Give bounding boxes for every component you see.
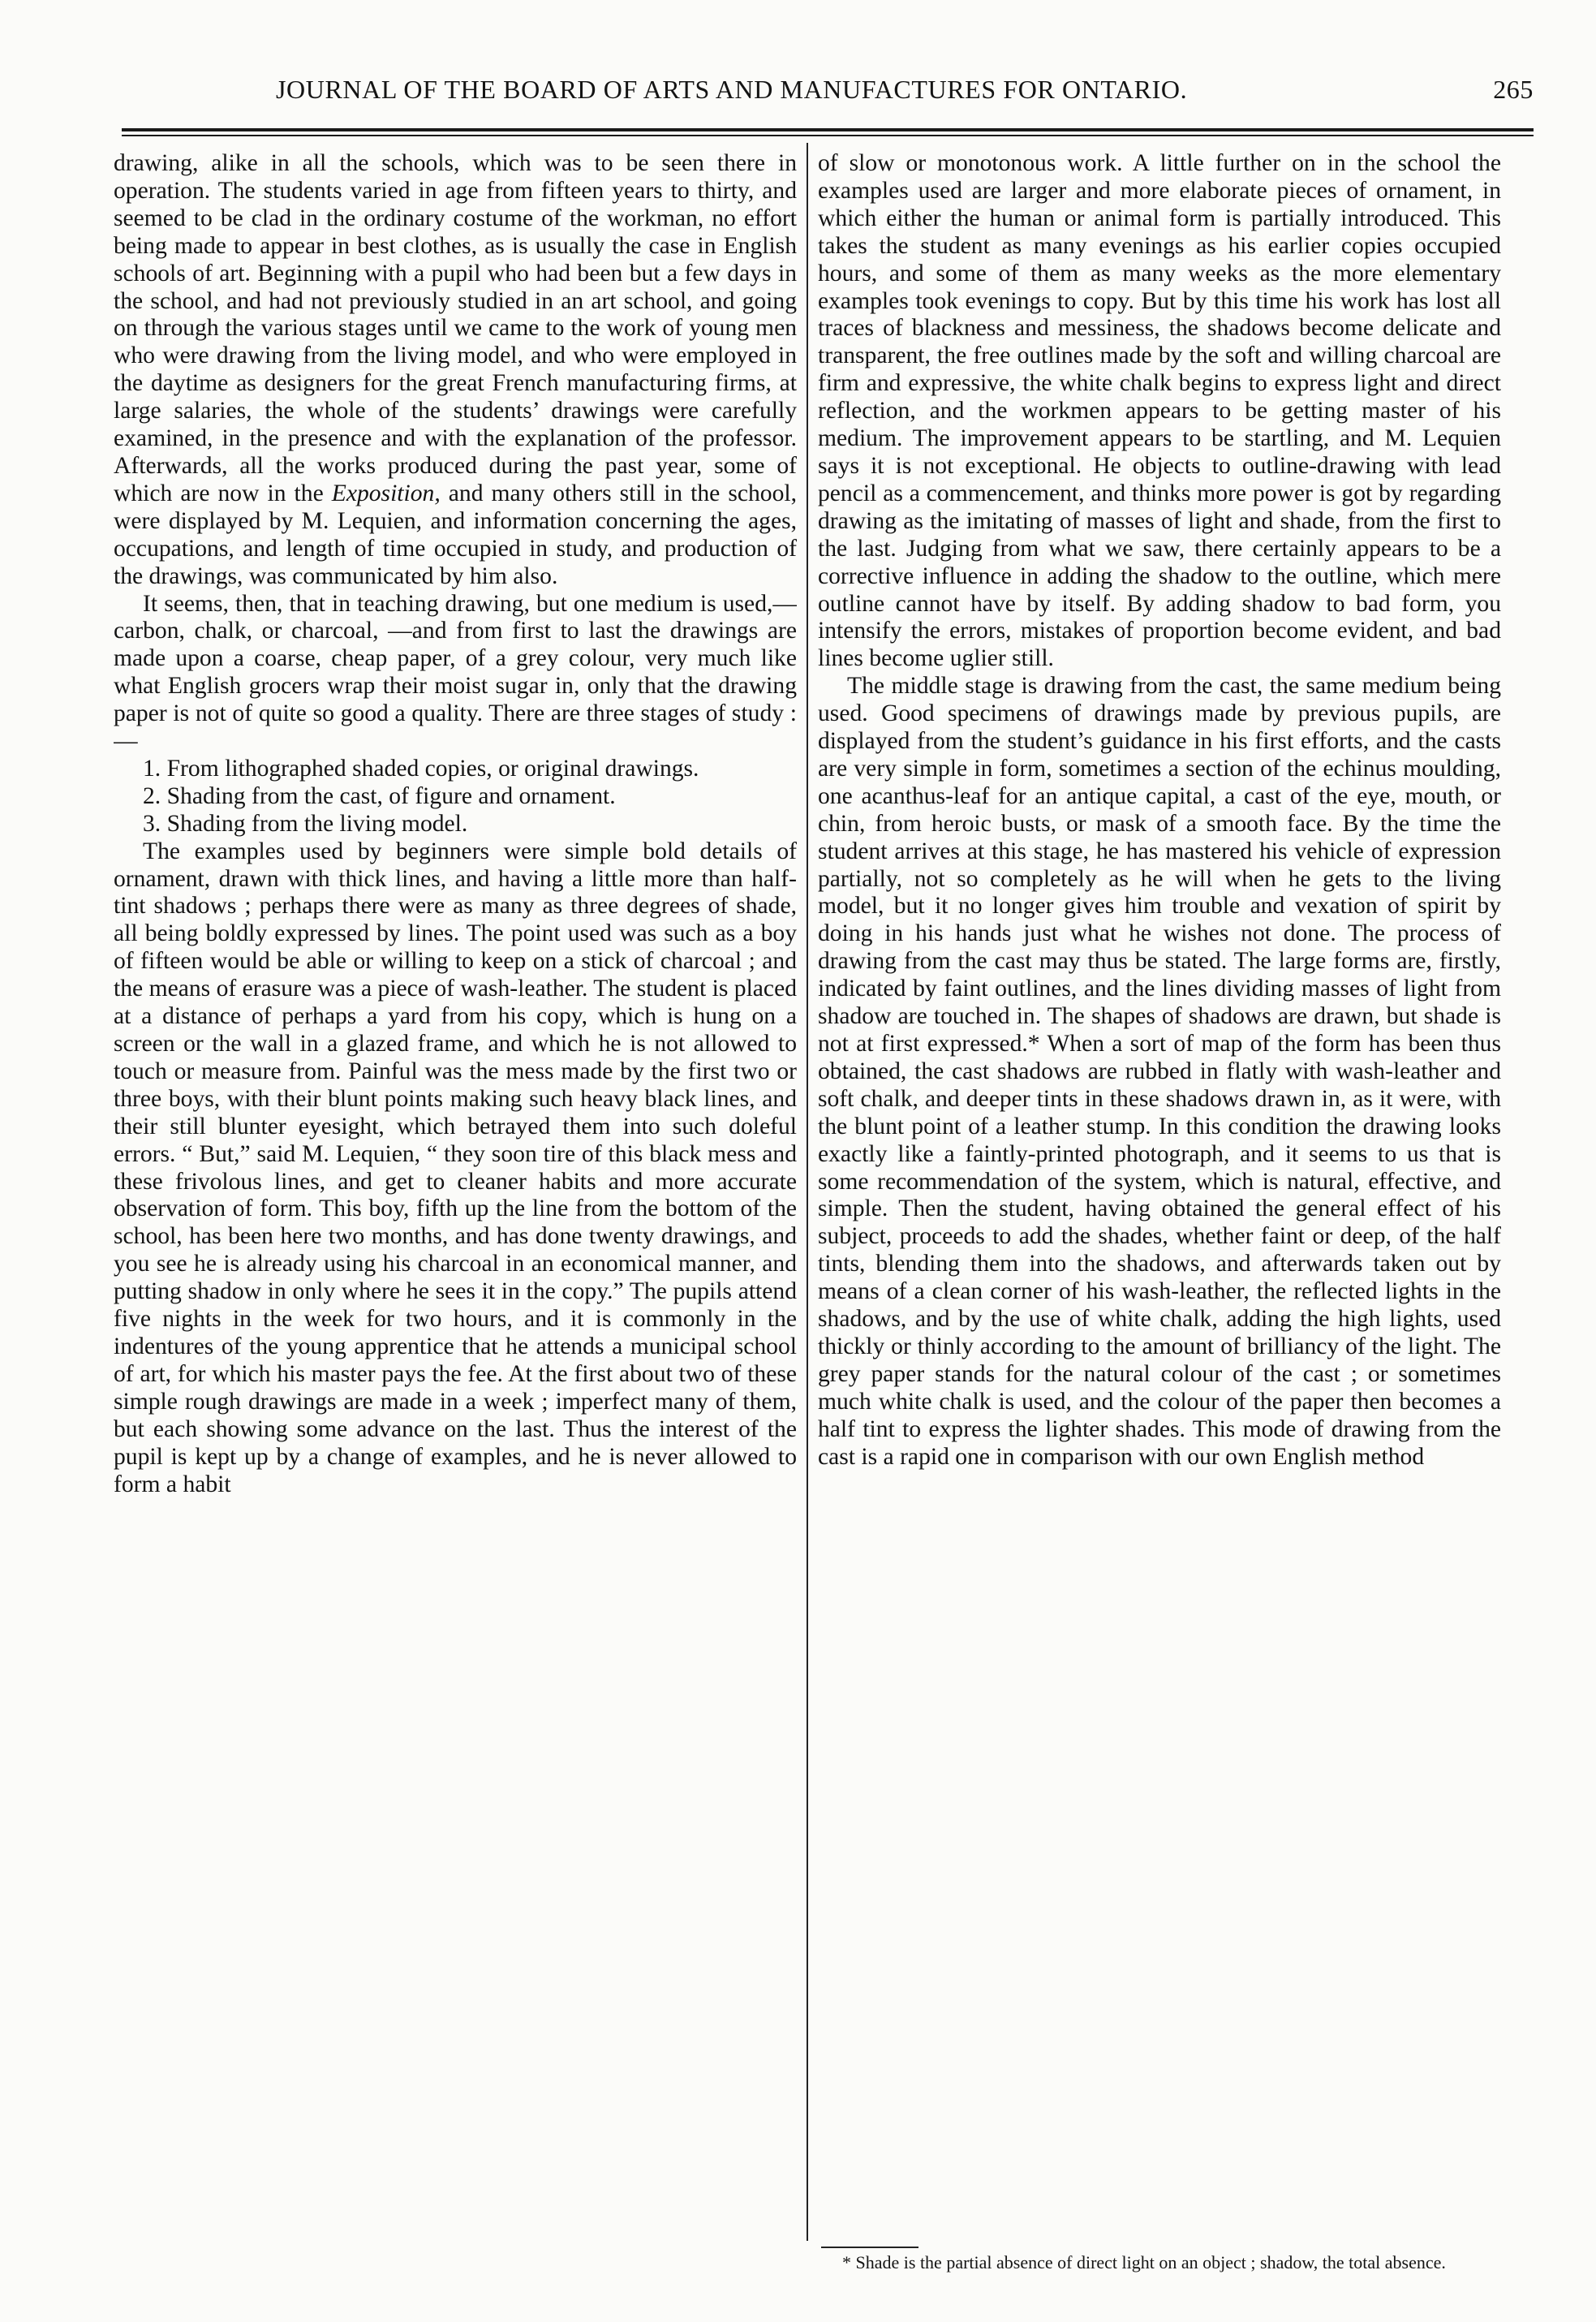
stage-item: 3. Shading from the living model. (143, 810, 468, 837)
paragraph: The middle stage is drawing from the cast, the same medium being used. Good specimens of drawings made by previous pupils, are displayed from the student’s guidance in his first efforts, and the casts are very simple in form, sometimes a section of the echinus moulding, one acanthus-leaf for an antique capital, a cast of the eye, mouth, or chin, from heroic busts, or mask of a smooth face. By the time the student arrives at this stage, he has mastered his vehicle of expression partially, not so completely as he will when he gets to the living model, but it no longer gives him trouble and vexation of spirit by doing in his hands just what he wishes not done. The process of drawing from the cast may thus be stated. The large forms are, firstly, indicated by faint outlines, and the lines dividing masses of light from shadow are touched in. The shapes of shadows are drawn, but shade is not at first expressed.* When a sort of map of the form has been thus obtained, the cast shadows are rubbed in flatly with wash-leather and soft chalk, and deeper tints in these shadows drawn in, as it were, with the blunt point of a leather stump. In this condition the drawing looks exactly like a faintly-printed photograph, and it seems to us that is some recommendation of the system, which is natural, effective, and simple. Then the student, having obtained the general effect of his subject, proceeds to add the shades, whether faint or deep, of the half tints, blending them into the shadows, and afterwards taken out by means of a clean corner of his wash-leather, the reflected lights in the shadows, and by the use of white chalk, adding the high lights, used thickly or thinly according to the amount of brilliancy of the light. The grey paper stands for the natural colour of the cast ; or sometimes much white chalk is used, and the colour of the paper then becomes a half tint to express the lighter shades. This mode of drawing from the cast is a rapid one in comparison with our own English method (818, 673, 1501, 1470)
paragraph-text: drawing, alike in all the schools, which was to be seen there in operation. The students varied in age from fifteen years to thirty, and seemed to be clad in the ordinary costume of the workman, no effort being made to appear in best clothes, as is usually the case in English schools of art. Beginning with a pupil who had been but a few days in the school, and had not previously studied in an art school, and going on through the various stages until we came to the work of young men who were drawing from the living model, and who were employed in the daytime as designers for the great French manufacturing firms, at large salaries, the whole of the students’ drawings were carefully examined, in the presence and with the explanation of the professor. Afterwards, all the works produced during the past year, some of which are now in the (114, 150, 797, 506)
column-divider (807, 143, 808, 2241)
footnote (818, 2252, 1501, 2272)
italic-term: Exposition, (331, 480, 441, 506)
running-header (122, 75, 1534, 114)
paragraph: of slow or monotonous work. A little further on in the school the examples used are larger and more elaborate pieces of ornament, in which either the human or animal form is partially introduced. This takes the student as many evenings as his earlier copies occupied hours, and some of them as many weeks as the more elementary examples took evenings to copy. But by this time his work has lost all traces of blackness and messiness, the shadows become delicate and transparent, the free outlines made by the soft and willing charcoal are firm and expressive, the white chalk begins to express light and direct reflection, and the workmen appears to be getting master of his medium. The improvement appears to be startling, and M. Lequien says it is not exceptional. He objects to outline-drawing with lead pencil as a commencement, and thinks more power is got by regarding drawing as the imitating of masses of light and shade, from the first to the last. Judging from what we saw, there certainly appears to be a corrective influence in adding the shadow to the outline, which mere outline cannot have by itself. By adding shadow to bad form, you intensify the errors, mistakes of proportion become evident, and bad lines become uglier still. (818, 150, 1501, 672)
paragraph: The examples used by beginners were simple bold details of ornament, drawn with thick lines, and having a little more than half-tint shadows ; perhaps there were as many as three degrees of shade, all being boldly expressed by lines. The point used was such as a boy of fifteen would be able or willing to keep on a stick of charcoal ; and the means of erasure was a piece of wash-leather. The student is placed at a distance of perhaps a yard from his copy, which is hung on a screen or the wall in a glazed frame, and which he is not allowed to touch or measure from. Painful was the mess made by the first two or three boys, with their blunt points making such heavy black lines, and their still blunter eyesight, which betrayed them into such doleful errors. “ But,” said M. Lequien, “ they soon tire of this black mess and these frivolous lines, and get to cleaner habits and more accurate observation of form. This boy, fifth up the line from the bottom of the school, has been here two months, and has done twenty drawings, and you see he is already using his charcoal in an economical manner, and putting shadow in only where he sees it in the copy.” The pupils attend five nights in the week for two hours, and it is commonly in the indentures of the young apprentice that he attends a municipal school of art, for which his master pays the fee. At the first about two of these simple rough drawings are made in a week ; imperfect many of them, but each showing some advance on the last. Thus the interest of the pupil is kept up by a change of examples, and he is never allowed to form a habit (114, 838, 797, 1497)
stage-item: 1. From lithographed shaded copies, or original drawings. (143, 755, 699, 782)
right-column (818, 150, 1501, 2228)
left-column (114, 150, 797, 2228)
footnote-text: * Shade is the partial absence of direct light on an object ; shadow, the total absence. (842, 2252, 1446, 2272)
header-rule-thin (122, 135, 1534, 136)
header-rule-thick (122, 128, 1534, 131)
stage-item: 2. Shading from the cast, of figure and ornament. (143, 782, 616, 809)
page-number: 265 (1493, 75, 1534, 104)
paragraph-text: and many others still in the school, were displayed by M. Lequien, and information concerning the ages, occupations, and length of time occupied in study, and production of the drawings, was communicated by him also. (114, 480, 797, 589)
journal-title: JOURNAL OF THE BOARD OF ARTS AND MANUFACTURES FOR ONTARIO. (276, 75, 1188, 104)
footnote-rule (821, 2247, 918, 2248)
paragraph: It seems, then, that in teaching drawing, but one medium is used,—carbon, chalk, or charcoal, —and from first to last the drawings are made upon a coarse, cheap paper, of a grey colour, very much like what English grocers wrap their moist sugar in, only that the drawing paper is not of quite so good a quality. There are three stages of study :— (114, 590, 797, 755)
paragraph (114, 150, 797, 591)
